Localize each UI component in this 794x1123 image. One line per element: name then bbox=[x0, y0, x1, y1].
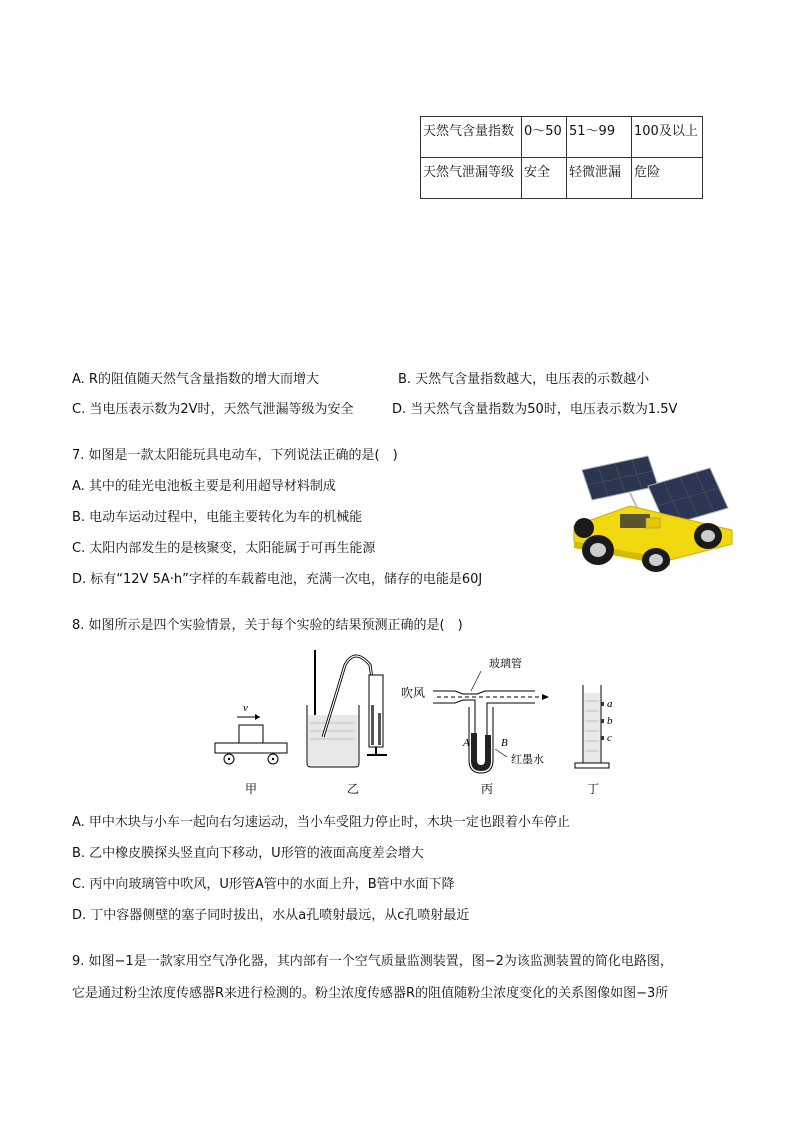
caption-yi: 乙 bbox=[347, 782, 360, 796]
q6-option-a: A. R的阻值随天然气含量指数的增大而增大 bbox=[72, 372, 319, 387]
caption-bing: 丙 bbox=[481, 782, 494, 796]
experiment-figure bbox=[205, 645, 635, 800]
caption-jia: 甲 bbox=[245, 782, 258, 796]
cart-diagram bbox=[215, 702, 287, 764]
table-cell: 危险 bbox=[632, 158, 703, 199]
venturi-diagram bbox=[401, 656, 549, 773]
q8-stem: 8. 如图所示是四个实验情景，关于每个实验的结果预测正确的是( ) bbox=[72, 618, 463, 633]
table-cell: 安全 bbox=[522, 158, 567, 199]
q6-option-d: D. 当天然气含量指数为50时，电压表示数为1.5V bbox=[392, 402, 678, 417]
velocity-label: v bbox=[243, 702, 248, 714]
blow-label: 吹风 bbox=[401, 686, 426, 700]
q7-option-a: A. 其中的硅光电池板主要是利用超导材料制成 bbox=[72, 479, 336, 494]
gas-leak-table bbox=[420, 116, 703, 199]
q7-option-c: C. 太阳内部发生的是核聚变，太阳能属于可再生能源 bbox=[72, 541, 376, 556]
caption-ding: 丁 bbox=[587, 782, 600, 796]
q9-stem-line2: 它是通过粉尘浓度传感器R来进行检测的。粉尘浓度传感器R的阻值随粉尘浓度变化的关系图像如图−3所 bbox=[72, 986, 669, 1001]
q9-stem-line1: 9. 如图−1是一款家用空气净化器，其内部有一个空气质量监测装置，图−2为该监测装置的简化电路图， bbox=[72, 954, 673, 969]
red-water-label: 红墨水 bbox=[511, 753, 544, 766]
table-cell: 51～99 bbox=[567, 117, 632, 158]
q8-option-d: D. 丁中容器侧壁的塞子同时拔出，水从a孔喷射最远，从c孔喷射最近 bbox=[72, 908, 470, 923]
hole-b-label: b bbox=[607, 715, 613, 727]
table-row bbox=[421, 158, 703, 199]
container-holes-diagram bbox=[575, 685, 613, 768]
q8-option-a: A. 甲中木块与小车一起向右匀速运动，当小车受阻力停止时，木块一定也跟着小车停止 bbox=[72, 815, 570, 830]
table-cell: 天然气含量指数 bbox=[421, 117, 522, 158]
glass-tube-label: 玻璃管 bbox=[489, 657, 522, 670]
q8-option-c: C. 丙中向玻璃管中吹风，U形管A管中的水面上升，B管中水面下降 bbox=[72, 877, 455, 892]
pressure-gauge-diagram bbox=[307, 650, 387, 767]
solar-car-image bbox=[560, 448, 742, 572]
q8-option-b: B. 乙中橡皮膜探头竖直向下移动，U形管的液面高度差会增大 bbox=[72, 846, 424, 861]
table-cell: 0～50 bbox=[522, 117, 567, 158]
hole-c-label: c bbox=[607, 732, 612, 744]
hole-a-label: a bbox=[607, 698, 613, 710]
q6-option-c: C. 当电压表示数为2V时，天然气泄漏等级为安全 bbox=[72, 402, 354, 417]
tube-a-label: A bbox=[463, 737, 470, 749]
tube-b-label: B bbox=[501, 737, 508, 749]
table-row bbox=[421, 117, 703, 158]
table-cell: 天然气泄漏等级 bbox=[421, 158, 522, 199]
q7-option-b: B. 电动车运动过程中，电能主要转化为车的机械能 bbox=[72, 510, 363, 525]
table-cell: 轻微泄漏 bbox=[567, 158, 632, 199]
q6-option-b: B. 天然气含量指数越大，电压表的示数越小 bbox=[398, 372, 650, 387]
q7-option-d: D. 标有“12V 5A·h”字样的车载蓄电池，充满一次电，储存的电能是60J bbox=[72, 572, 483, 587]
q7-stem: 7. 如图是一款太阳能玩具电动车，下列说法正确的是( ) bbox=[72, 448, 398, 463]
table-cell: 100及以上 bbox=[632, 117, 703, 158]
